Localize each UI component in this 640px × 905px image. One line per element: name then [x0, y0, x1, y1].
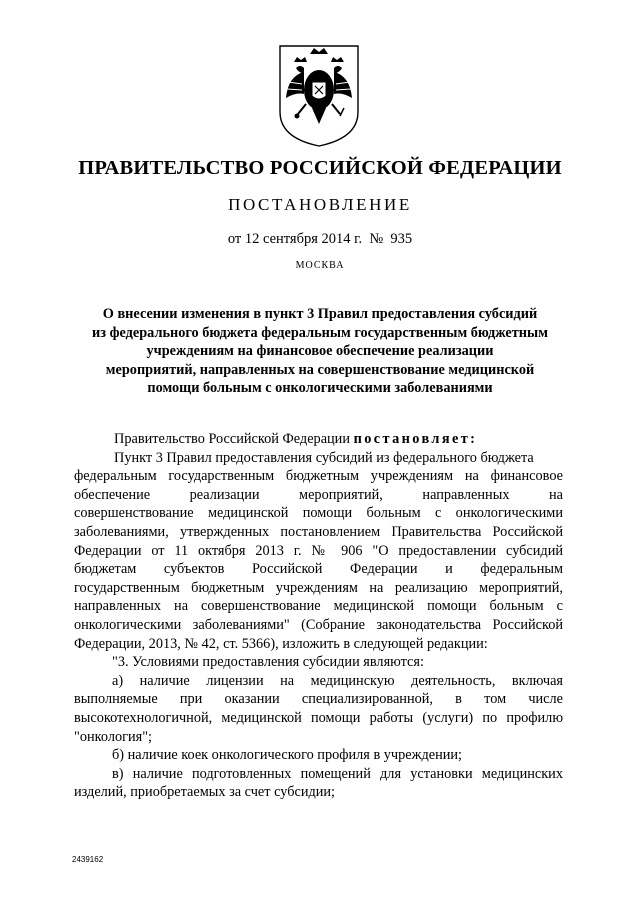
- preamble-line: [74, 430, 563, 449]
- body-line: федеральным государственным бюджетным учреждениям на финансовое: [74, 468, 563, 485]
- body-line: направленных на совершенствование медицинской помощи больным с: [74, 598, 563, 615]
- subject-line: из федерального бюджета федеральным государственным бюджетным: [92, 324, 548, 341]
- body-line: Федерации, 2013, № 42, ст. 5366), изложить в следующей редакции:: [74, 635, 488, 652]
- subject-line: мероприятий, направленных на совершенствование медицинской: [105, 361, 535, 378]
- subject-line: помощи больным с онкологическими заболеваниями: [147, 380, 493, 396]
- document-subject: [60, 305, 580, 398]
- body-line: изделий, приобретаемых за счет субсидии;: [74, 784, 336, 801]
- document-body: [74, 430, 563, 802]
- body-line: совершенствование медицинской помощи больным с онкологическими: [74, 505, 563, 522]
- body-line: "3. Условиями предоставления субсидии являются:: [112, 654, 424, 671]
- document-type: ПОСТАНОВЛЕНИЕ: [228, 195, 412, 214]
- decree-word: постановляет:: [353, 431, 478, 447]
- body-line: Федерации от 11 октября 2013 г. № 906 "О предоставлении субсидий: [74, 542, 563, 559]
- government-title: ПРАВИТЕЛЬСТВО РОССИЙСКОЙ ФЕДЕРАЦИИ: [78, 157, 562, 179]
- subject-line: О внесении изменения в пункт 3 Правил предоставления субсидий: [102, 306, 538, 322]
- document-date-number: от 12 сентября 2014 г. № 935: [227, 231, 413, 247]
- body-line: заболеваниями, утвержденных постановлением Правительства Российской: [74, 523, 563, 540]
- coat-of-arms-icon: [274, 42, 364, 148]
- body-line: "онкология";: [74, 728, 152, 745]
- preamble-text: Правительство Российской Федерации: [114, 431, 350, 447]
- body-line: государственным бюджетным учреждениям на реализацию мероприятий,: [74, 579, 563, 596]
- body-line: выполняемые при оказании специализированной, в том числе: [74, 691, 563, 708]
- body-line: обеспечение реализации мероприятий, направленных на: [74, 486, 563, 503]
- document-code: 2439162: [72, 855, 104, 864]
- body-line: онкологическими заболеваниями" (Собрание законодательства Российской: [74, 616, 563, 633]
- body-line: бюджетам субъектов Российской Федерации и федеральным: [74, 561, 563, 578]
- body-line: высокотехнологичной, медицинской помощи работы (услуги) по профилю: [74, 709, 563, 726]
- subject-line: учреждениям на финансовое обеспечение реализации: [146, 343, 494, 359]
- body-line: в) наличие подготовленных помещений для установки медицинских: [112, 765, 563, 782]
- body-line: б) наличие коек онкологического профиля в учреждении;: [112, 747, 463, 764]
- body-line: Пункт 3 Правил предоставления субсидий из федерального бюджета: [114, 449, 534, 466]
- document-city: МОСКВА: [295, 260, 345, 271]
- body-line: а) наличие лицензии на медицинскую деятельность, включая: [112, 672, 563, 689]
